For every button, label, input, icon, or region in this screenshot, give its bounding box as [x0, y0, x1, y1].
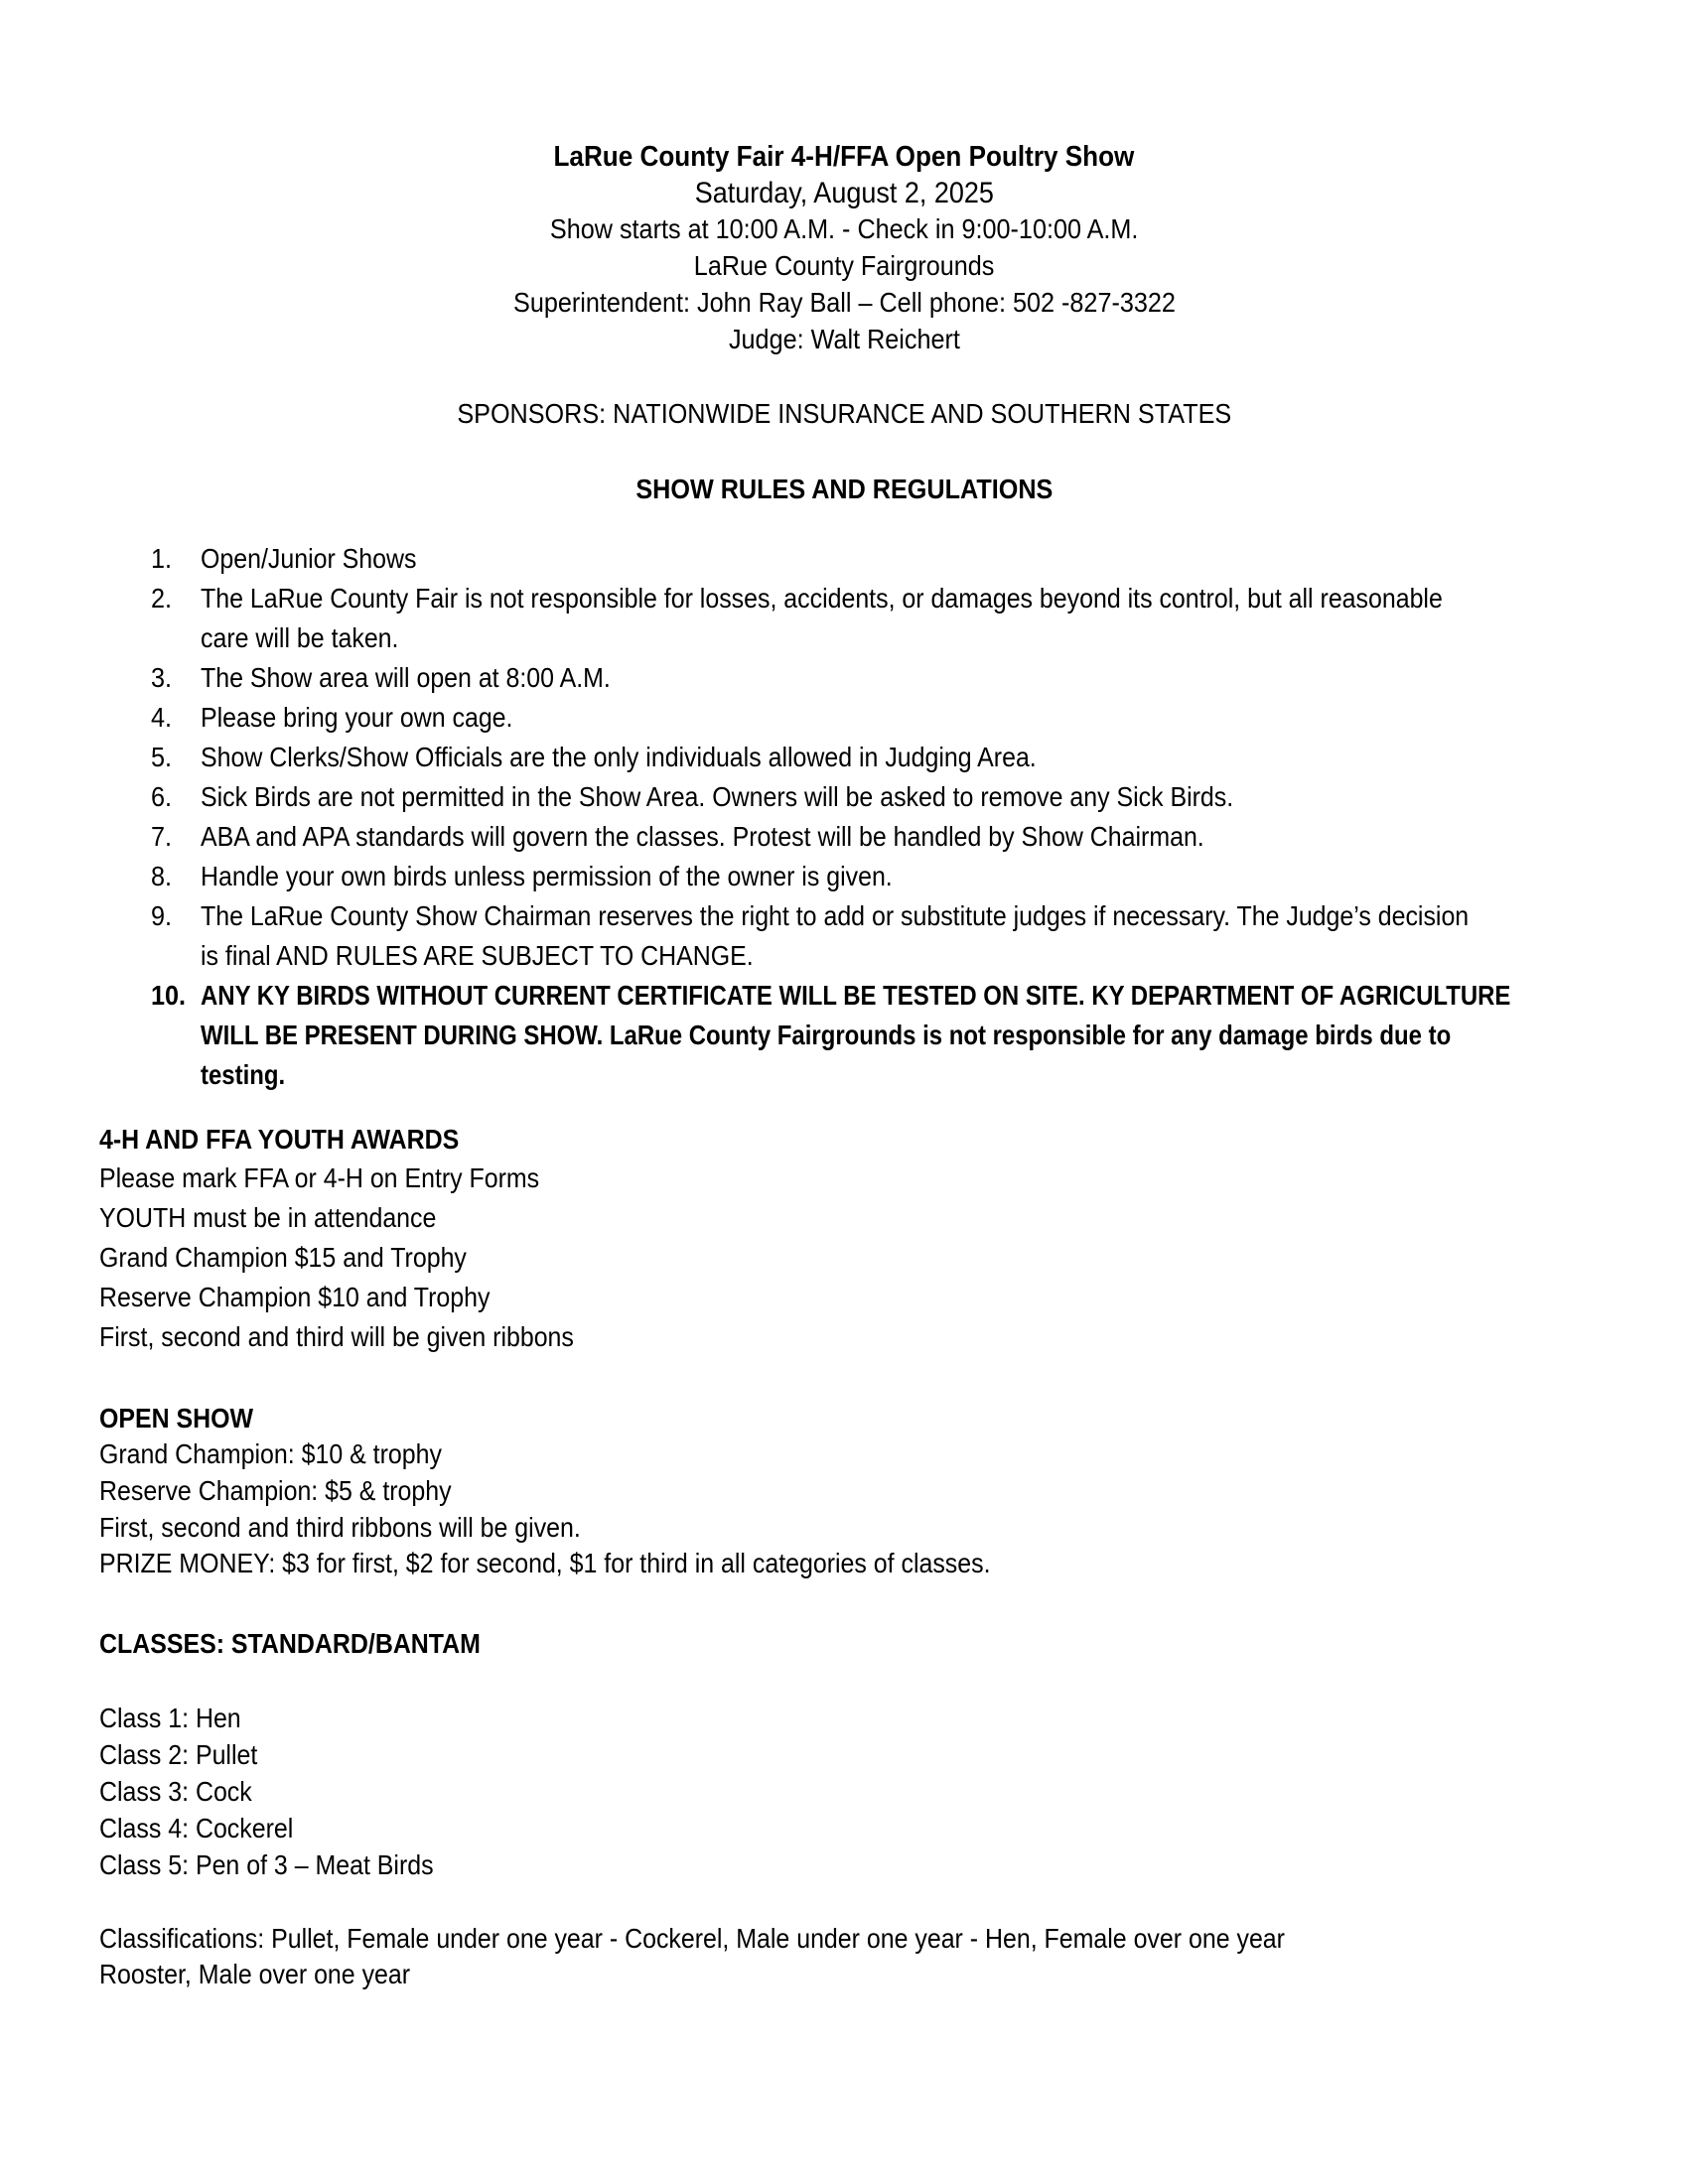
- rule-number-text: 9.: [151, 900, 173, 931]
- rule-item: [201, 777, 1361, 817]
- document-title-text: LaRue County Fair 4-H/FFA Open Poultry Show: [553, 141, 1135, 173]
- rule-text: ANY KY BIRDS WITHOUT CURRENT CERTIFICATE WILL BE TESTED ON SITE. KY DEPARTMENT OF AGRICULTURE: [201, 980, 1511, 1011]
- rule-text: Please bring your own cage.: [201, 702, 513, 733]
- sponsors-text: SPONSORS: NATIONWIDE INSURANCE AND SOUTHERN STATES: [457, 398, 1231, 429]
- section-line-text: Grand Champion: $10 & trophy: [99, 1438, 442, 1469]
- document-title: [0, 137, 1688, 177]
- section-line-text: Please mark FFA or 4-H on Entry Forms: [99, 1162, 540, 1193]
- rule-number: [151, 658, 174, 698]
- section-heading-text: CLASSES: STANDARD/BANTAM: [99, 1628, 481, 1659]
- rule-number-text: 7.: [151, 821, 173, 852]
- youth-awards-line: [99, 1159, 594, 1198]
- rule-text: Show Clerks/Show Officials are the only individuals allowed in Judging Area.: [201, 742, 1037, 772]
- prize-money-line: [99, 1544, 1100, 1583]
- classifications-line: [99, 1919, 1432, 1959]
- superintendent-contact-text: Superintendent: John Ray Ball – Cell phone: 502 -827-3322: [512, 287, 1176, 318]
- sponsors-line: [0, 394, 1688, 434]
- rule-number-text: 6.: [151, 781, 173, 812]
- classifications-text: Rooster, Male over one year: [99, 1959, 411, 1989]
- open-show-line: [99, 1508, 640, 1548]
- open-show-line: [99, 1471, 494, 1511]
- rule-item: [201, 896, 1625, 936]
- class-item: [99, 1845, 475, 1885]
- event-location: [0, 246, 1688, 286]
- classes-heading: [99, 1624, 527, 1664]
- section-heading-text: OPEN SHOW: [99, 1403, 254, 1433]
- class-item-text: Class 4: Cockerel: [99, 1813, 294, 1843]
- rule-number: [151, 817, 174, 857]
- event-date: [0, 174, 1688, 213]
- rule-number: [151, 777, 174, 817]
- rule-item-continuation: [201, 1055, 300, 1095]
- rule-text: The LaRue County Show Chairman reserves the right to add or substitute judges if necessary. The Judge’s decision: [201, 900, 1470, 931]
- youth-awards-line: [99, 1198, 478, 1238]
- class-item: [99, 1699, 258, 1738]
- rule-text: care will be taken.: [201, 622, 399, 653]
- open-show-line: [99, 1434, 485, 1474]
- rule-item: [201, 579, 1596, 618]
- event-times: [0, 209, 1688, 249]
- rule-item-continuation: [201, 936, 822, 976]
- rule-number: [151, 976, 190, 1016]
- class-item-text: Class 3: Cock: [99, 1776, 252, 1807]
- judge-name-text: Judge: Walt Reichert: [728, 324, 960, 354]
- rule-number: [151, 698, 174, 738]
- section-line-text: Reserve Champion $10 and Trophy: [99, 1282, 491, 1312]
- judge-name: [0, 320, 1688, 359]
- rule-number: [151, 896, 174, 936]
- rule-number-text: 1.: [151, 543, 173, 574]
- rule-number-text: 5.: [151, 742, 173, 772]
- rule-item: [201, 738, 1140, 777]
- class-item: [99, 1735, 277, 1775]
- rule-number-text: 4.: [151, 702, 173, 733]
- rule-item-important: [201, 976, 1688, 1016]
- class-item: [99, 1772, 271, 1812]
- rule-text: Handle your own birds unless permission of the owner is given.: [201, 861, 893, 891]
- rules-heading-text: SHOW RULES AND REGULATIONS: [634, 474, 1053, 504]
- event-times-text: Show starts at 10:00 A.M. - Check in 9:00-10:00 A.M.: [549, 213, 1139, 244]
- rule-text: is final AND RULES ARE SUBJECT TO CHANGE.: [201, 940, 754, 971]
- classifications-line: [99, 1955, 449, 1994]
- rule-text: ABA and APA standards will govern the classes. Protest will be handled by Show Chairman.: [201, 821, 1204, 852]
- classifications-text: Classifications: Pullet, Female under one year - Cockerel, Male under one year - Hen, Female over one year: [99, 1923, 1285, 1954]
- class-item-text: Class 5: Pen of 3 – Meat Birds: [99, 1849, 434, 1880]
- rule-item: [201, 539, 443, 579]
- youth-awards-line: [99, 1317, 633, 1357]
- rule-text: The Show area will open at 8:00 A.M.: [201, 662, 611, 693]
- rule-number-text: 10.: [151, 980, 187, 1011]
- event-location-text: LaRue County Fairgrounds: [693, 250, 995, 281]
- rule-text: WILL BE PRESENT DURING SHOW. LaRue County Fairgrounds is not responsible for any damage birds due to: [201, 1020, 1452, 1050]
- rule-number: [151, 579, 174, 618]
- section-line-text: First, second and third ribbons will be given.: [99, 1512, 581, 1543]
- section-line-text: Grand Champion $15 and Trophy: [99, 1242, 467, 1273]
- section-line-text: First, second and third will be given ribbons: [99, 1321, 574, 1352]
- rules-heading: [0, 470, 1688, 509]
- rule-item: [201, 817, 1329, 857]
- rule-text: Sick Birds are not permitted in the Show Area. Owners will be asked to remove any Sick Birds.: [201, 781, 1234, 812]
- rule-number-text: 8.: [151, 861, 173, 891]
- youth-awards-line: [99, 1278, 538, 1317]
- section-heading-text: 4-H AND FFA YOUTH AWARDS: [99, 1124, 460, 1155]
- open-show-heading: [99, 1399, 272, 1438]
- class-item-text: Class 2: Pullet: [99, 1739, 258, 1770]
- rule-number: [151, 738, 174, 777]
- rule-item-continuation: [201, 1016, 1663, 1055]
- section-line-text: YOUTH must be in attendance: [99, 1202, 437, 1233]
- rule-number: [151, 539, 174, 579]
- youth-awards-line: [99, 1238, 512, 1278]
- rule-number-text: 2.: [151, 583, 173, 614]
- rule-number: [151, 857, 174, 896]
- superintendent-contact: [0, 283, 1688, 323]
- class-item: [99, 1809, 317, 1848]
- section-line-text: Reserve Champion: $5 & trophy: [99, 1475, 452, 1506]
- rule-item: [201, 698, 551, 738]
- rule-text: Open/Junior Shows: [201, 543, 417, 574]
- youth-awards-heading: [99, 1120, 503, 1160]
- rule-item: [201, 857, 978, 896]
- rule-text: testing.: [201, 1059, 286, 1090]
- rule-text: The LaRue County Fair is not responsible for losses, accidents, or damages beyond its control, but all reasonable: [201, 583, 1443, 614]
- rule-item: [201, 658, 661, 698]
- rule-item-continuation: [201, 618, 423, 658]
- class-item-text: Class 1: Hen: [99, 1703, 241, 1733]
- section-line-text: PRIZE MONEY: $3 for first, $2 for second, $1 for third in all categories of classes.: [99, 1548, 991, 1578]
- rule-number-text: 3.: [151, 662, 173, 693]
- event-date-text: Saturday, August 2, 2025: [694, 177, 994, 209]
